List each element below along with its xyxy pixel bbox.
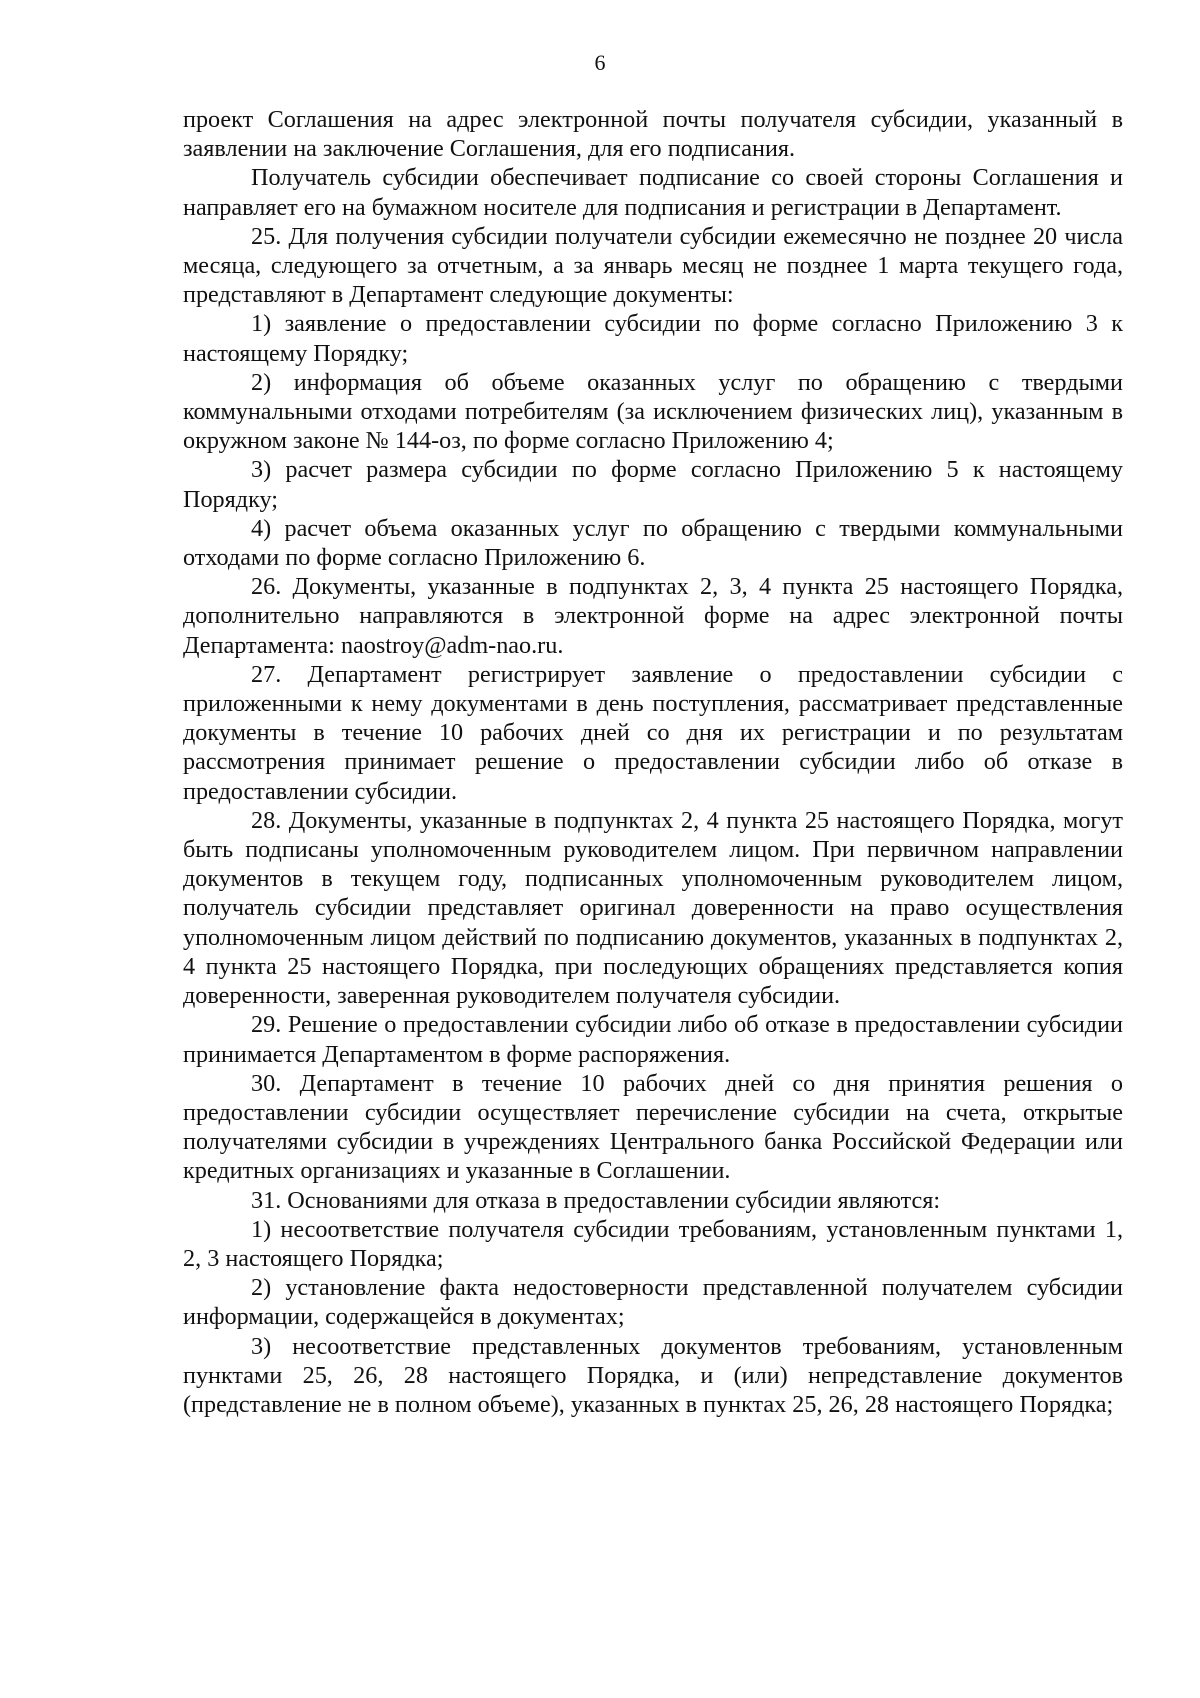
paragraph-25-item-3: 3) расчет размера субсидии по форме согласно Приложению 5 к настоящему Порядку; [183,456,1123,513]
page-number: 6 [594,50,606,75]
paragraph-31: 31. Основаниями для отказа в предоставлении субсидии являются: [251,1186,941,1214]
paragraph-30: 30. Департамент в течение 10 рабочих дней со дня принятия решения о предоставлении субсидии осуществляет перечисление субсидии на счета, открытые получателями субсидии в учреждениях Центрального банка Российской Федерации или кредитных организациях и указанные в Соглашении. [183,1069,1123,1185]
paragraph-continuation: проект Соглашения на адрес электронной почты получателя субсидии, указанный в заявлении на заключение Соглашения, для его подписания. [183,106,1123,163]
paragraph-recipient-signing: Получатель субсидии обеспечивает подписание со своей стороны Соглашения и направляет его на бумажном носителе для подписания и регистрации в Департамент. [183,164,1123,221]
paragraph-31-item-3: 3) несоответствие представленных документов требованиям, установленным пунктами 25, 26, 28 настоящего Порядка, и (или) непредставление документов (представление не в полном объеме), указанных в пунктах 25, 26, 28 настоящего Порядка; [183,1332,1123,1418]
document-body [183,105,1123,1419]
paragraph-25-item-2: 2) информация об объеме оказанных услуг по обращению с твердыми коммунальными отходами потребителям (за исключением физических лиц), указанным в окружном законе № 144-оз, по форме согласно Приложению 4; [183,368,1123,455]
paragraph-28: 28. Документы, указанные в подпунктах 2, 4 пункта 25 настоящего Порядка, могут быть подписаны уполномоченным руководителем лицом. При первичном направлении документов в текущем году, подписанных уполномоченным руководителем лицом, получатель субсидии представляет оригинал доверенности на право осуществления уполномоченным лицом действий по подписанию документов, указанных в подпунктах 2, 4 пункта 25 настоящего Порядка, при последующих обращениях представляется копия доверенности, заверенная руководителем получателя субсидии. [183,806,1123,1010]
paragraph-26: 26. Документы, указанные в подпунктах 2, 3, 4 пункта 25 настоящего Порядка, дополнительно направляются в электронной форме на адрес электронной почты Департамента: naostroy@adm-nao.ru. [183,573,1123,659]
paragraph-29: 29. Решение о предоставлении субсидии либо об отказе в предоставлении субсидии принимается Департаментом в форме распоряжения. [183,1011,1123,1068]
paragraph-31-item-1: 1) несоответствие получателя субсидии требованиям, установленным пунктами 1, 2, 3 настоящего Порядка; [183,1215,1123,1272]
paragraph-25-item-4: 4) расчет объема оказанных услуг по обращению с твердыми коммунальными отходами по форме согласно Приложению 6. [183,514,1123,572]
paragraph-31-item-2: 2) установление факта недостоверности представленной получателем субсидии информации, содержащейся в документах; [183,1274,1123,1331]
paragraph-25-item-1: 1) заявление о предоставлении субсидии по форме согласно Приложению 3 к настоящему Порядку; [183,310,1123,367]
paragraph-25: 25. Для получения субсидии получатели субсидии ежемесячно не позднее 20 числа месяца, следующего за отчетным, а за январь месяц не позднее 1 марта текущего года, представляют в Департамент следующие документы: [183,222,1123,309]
paragraph-27: 27. Департамент регистрирует заявление о предоставлении субсидии с приложенными к нему документами в день поступления, рассматривает представленные документы в течение 10 рабочих дней со дня их регистрации и по результатам рассмотрения принимает решение о предоставлении субсидии либо об отказе в предоставлении субсидии. [183,660,1123,805]
